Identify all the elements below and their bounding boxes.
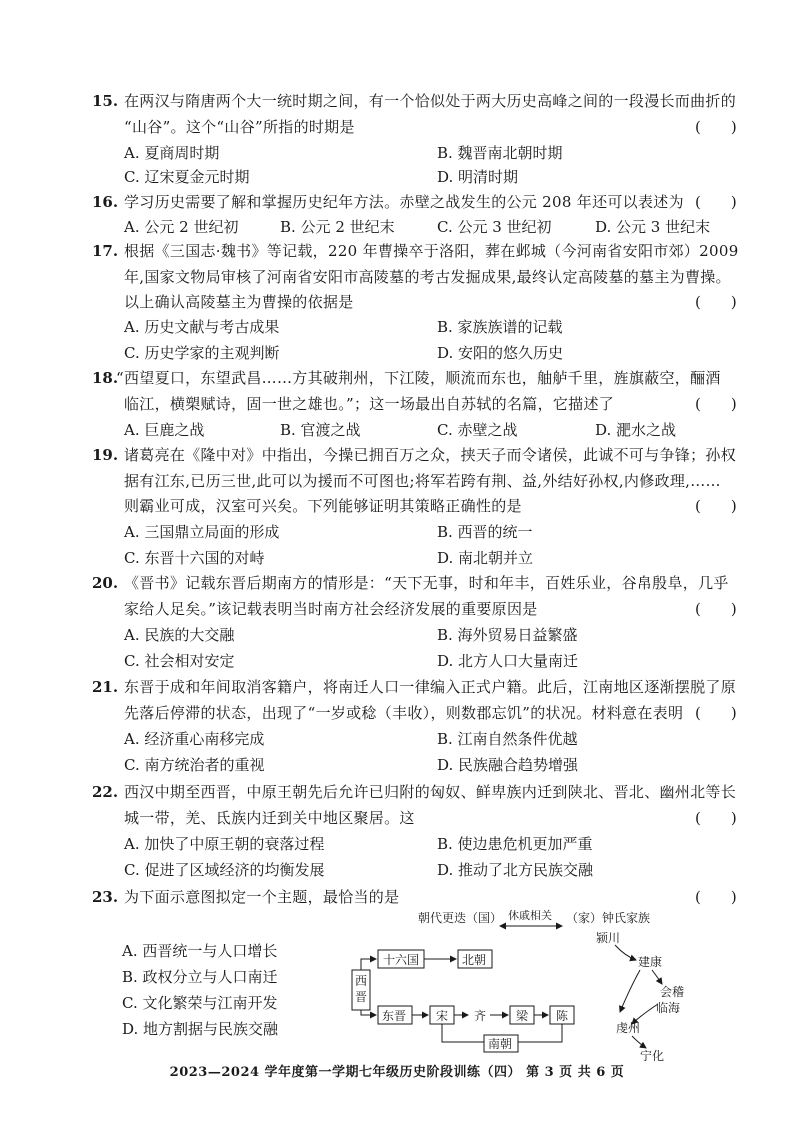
header-family-label: （家）钟氏家族 bbox=[566, 911, 651, 925]
label-chen: 陈 bbox=[556, 1009, 569, 1023]
arrow-to-shiliuguo bbox=[361, 959, 376, 970]
answer-blank: ( ) bbox=[695, 293, 737, 311]
dynasty-migration-diagram bbox=[340, 908, 720, 1063]
label-shiliuguo: 十六国 bbox=[383, 953, 420, 967]
option-a: A. 巨鹿之战 bbox=[124, 421, 205, 439]
question-number: 15. bbox=[92, 92, 119, 110]
question-text: 为下面示意图拟定一个主题，最恰当的是 bbox=[124, 888, 400, 906]
question-text: 东晋于成和年间取消客籍户，将南迁人口一律编入正式户籍。此后，江南地区逐渐摆脱了原 bbox=[124, 678, 737, 696]
header-dynasty-label: 朝代更迭（国） bbox=[418, 911, 503, 925]
option-c: C. 东晋十六国的对峙 bbox=[124, 549, 265, 567]
header-relation-label: 休戚相关 bbox=[508, 909, 552, 922]
option-a: A. 经济重心南移完成 bbox=[124, 730, 265, 748]
arrow-to-qianzhou bbox=[620, 970, 640, 1012]
option-b: B. 官渡之战 bbox=[280, 421, 361, 439]
arrow-to-kuaiji bbox=[652, 970, 662, 984]
answer-blank: ( ) bbox=[695, 118, 737, 136]
label-nanchao: 南朝 bbox=[488, 1037, 513, 1051]
option-a: A. 夏商周时期 bbox=[124, 144, 220, 162]
option-c: C. 社会相对安定 bbox=[124, 652, 235, 670]
label-beichao: 北朝 bbox=[462, 953, 487, 967]
option-c: C. 促进了区域经济的均衡发展 bbox=[124, 861, 325, 879]
question-text: 据有江东,已历三世,此可以为援而不可图也;将军若跨有荆、益,外结好孙权,内修政理,…… bbox=[124, 472, 721, 490]
question-text: 年,国家文物局审核了河南省安阳市高陵墓的考古发掘成果,最终认定高陵墓的墓主为曹操。 bbox=[124, 268, 731, 286]
question-text: 家给人足矣。”该记载表明当时南方社会经济发展的重要原因是 bbox=[124, 600, 538, 618]
question-text: 《晋书》记载东晋后期南方的情形是：“天下无事，时和年丰，百姓乐业，谷帛殷阜，几乎 bbox=[124, 574, 729, 592]
answer-blank: ( ) bbox=[695, 809, 737, 827]
label-kuaiji: 会稽 bbox=[660, 985, 685, 999]
question-number: 16. bbox=[92, 193, 119, 211]
option-c: C. 公元 3 世纪初 bbox=[437, 218, 552, 236]
option-b: B. 公元 2 世纪末 bbox=[280, 218, 395, 236]
option-c: C. 赤壁之战 bbox=[437, 421, 518, 439]
option-d: D. 明清时期 bbox=[437, 168, 519, 186]
option-d: D. 地方割据与民族交融 bbox=[122, 1020, 279, 1038]
answer-blank: ( ) bbox=[695, 193, 737, 211]
question-text: 学习历史需要了解和掌握历史纪年方法。赤壁之战发生的公元 208 年还可以表述为 bbox=[124, 193, 684, 211]
label-yingchuan: 颍川 bbox=[596, 931, 621, 945]
option-a: A. 西晋统一与人口增长 bbox=[122, 942, 278, 960]
question-text: 诸葛亮在《隆中对》中指出，今操已拥百万之众，挟天子而令诸侯，此诚不可与争锋；孙权 bbox=[124, 446, 737, 464]
answer-blank: ( ) bbox=[695, 888, 737, 906]
label-linhai: 临海 bbox=[656, 1001, 681, 1015]
question-number: 19. bbox=[92, 446, 119, 464]
option-c: C. 辽宋夏金元时期 bbox=[124, 168, 250, 186]
option-d: D. 北方人口大量南迁 bbox=[437, 652, 579, 670]
option-b: B. 政权分立与人口南迁 bbox=[122, 968, 278, 986]
option-d: D. 推动了北方民族交融 bbox=[437, 861, 594, 879]
option-b: B. 魏晋南北朝时期 bbox=[437, 144, 563, 162]
label-ninghua: 宁化 bbox=[640, 1049, 665, 1063]
question-number: 23. bbox=[92, 888, 119, 906]
question-number: 22. bbox=[92, 783, 119, 801]
question-text: “山谷”。这个“山谷”所指的时期是 bbox=[124, 118, 355, 136]
label-jiankang: 建康 bbox=[638, 955, 663, 969]
question-number: 21. bbox=[92, 678, 119, 696]
option-a: A. 三国鼎立局面的形成 bbox=[124, 523, 280, 541]
option-b: B. 海外贸易日益繁盛 bbox=[437, 626, 578, 644]
option-a: A. 加快了中原王朝的衰落过程 bbox=[124, 835, 325, 853]
question-text: 先落后停滞的状态，出现了“一岁或稔（丰收），则数郡忘饥”的状况。材料意在表明 bbox=[124, 704, 684, 722]
label-dongjin: 东晋 bbox=[382, 1009, 407, 1023]
question-text: 临江，横槊赋诗，固一世之雄也。”；这一场最出自苏轼的名篇，它描述了 bbox=[124, 395, 615, 413]
option-a: A. 历史文献与考古成果 bbox=[124, 318, 280, 336]
question-number: 17. bbox=[92, 242, 119, 260]
arrow-to-ninghua bbox=[632, 1036, 646, 1048]
question-text: 西汉中期至西晋，中原王朝先后允许已归附的匈奴、鲜卑族内迁到陕北、晋北、幽州北等长 bbox=[124, 783, 737, 801]
label-liang: 梁 bbox=[516, 1009, 529, 1023]
option-c: C. 南方统治者的重视 bbox=[124, 756, 265, 774]
label-qi: 齐 bbox=[474, 1009, 487, 1023]
option-c: C. 文化繁荣与江南开发 bbox=[122, 994, 278, 1012]
option-c: C. 历史学家的主观判断 bbox=[124, 344, 280, 362]
answer-blank: ( ) bbox=[695, 497, 737, 515]
option-b: B. 江南自然条件优越 bbox=[437, 730, 578, 748]
option-a: A. 民族的大交融 bbox=[124, 626, 235, 644]
label-xijin: 西晋 bbox=[355, 974, 368, 1004]
option-d: D. 安阳的悠久历史 bbox=[437, 344, 564, 362]
question-number: 18. bbox=[92, 369, 119, 387]
option-d: D. 公元 3 世纪末 bbox=[595, 218, 711, 236]
question-text: 在两汉与隋唐两个大一统时期之间，有一个恰似处于两大历史高峰之间的一段漫长而曲折的 bbox=[124, 92, 737, 110]
answer-blank: ( ) bbox=[695, 704, 737, 722]
option-d: D. 南北朝并立 bbox=[437, 549, 534, 567]
question-text: 根据《三国志·魏书》等记载，220 年曹操卒于洛阳，葬在邺城（今河南省安阳市郊）2009 bbox=[124, 242, 739, 260]
page-footer: 2023—2024 学年度第一学期七年级历史阶段训练（四） 第 3 页 共 6 页 bbox=[169, 1065, 625, 1080]
option-b: B. 西晋的统一 bbox=[437, 523, 533, 541]
label-song: 宋 bbox=[436, 1009, 449, 1023]
question-text: 则霸业可成，汉室可兴矣。下列能够证明其策略正确性的是 bbox=[124, 497, 522, 515]
question-number: 20. bbox=[92, 574, 119, 592]
label-qianzhou: 虔州 bbox=[616, 1021, 641, 1035]
answer-blank: ( ) bbox=[695, 600, 737, 618]
option-d: D. 淝水之战 bbox=[595, 421, 677, 439]
option-a: A. 公元 2 世纪初 bbox=[124, 218, 239, 236]
question-text: 城一带，羌、氐族内迁到关中地区聚居。这 bbox=[124, 809, 415, 827]
option-d: D. 民族融合趋势增强 bbox=[437, 756, 579, 774]
answer-blank: ( ) bbox=[695, 395, 737, 413]
option-b: B. 使边患危机更加严重 bbox=[437, 835, 593, 853]
question-text: 以上确认高陵墓主为曹操的依据是 bbox=[124, 293, 354, 311]
arrow-to-jiankang bbox=[615, 945, 636, 960]
question-text: “西望夏口，东望武昌……方其破荆州，下江陵，顺流而东也，舳舻千里，旌旗蔽空，酾酒 bbox=[116, 369, 721, 387]
arrow-to-dongjin bbox=[361, 1010, 376, 1015]
option-b: B. 家族族谱的记载 bbox=[437, 318, 563, 336]
